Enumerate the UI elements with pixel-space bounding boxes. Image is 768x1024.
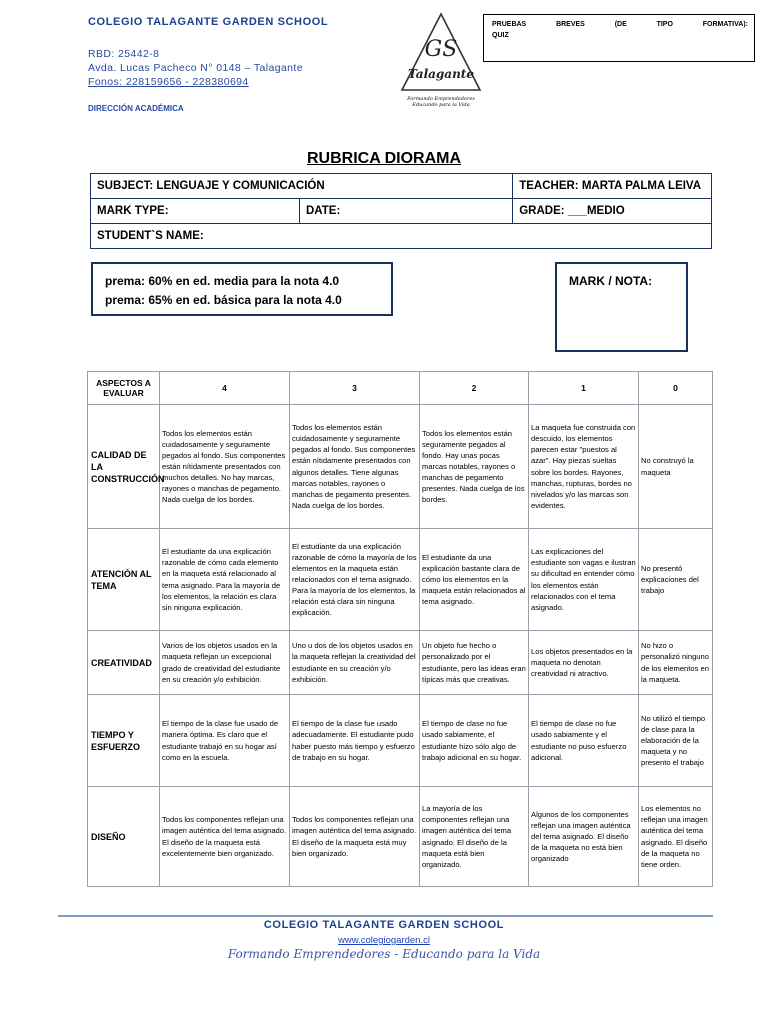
criterion-cell: La maqueta fue construida con descuido, los elementos parecen estar "puestos al azar". Hay piezas sueltas sobre los bordes. Rayones, manchas, rupturas, bordes no nivelados y/o las marcas son evidentes.	[529, 405, 639, 529]
page-title: RUBRICA DIORAMA	[306, 150, 462, 167]
criterion-cell: El estudiante da una explicación bastante clara de cómo los elementos en la maqueta están relacionados al tema asignado.	[420, 529, 529, 631]
criterion-cell: El tiempo de la clase fue usado adecuadamente. El estudiante pudo haber puesto más tiempo y esfuerzo de trabajo en su hogar.	[290, 695, 420, 787]
student-name-cell: STUDENT`S NAME:	[91, 224, 712, 249]
criterion-cell: Las explicaciones del estudiante son vagas e ilustran su dificultad en entender cómo los elementos están relacionados con el tema asignado.	[529, 529, 639, 631]
footer-divider	[58, 915, 713, 917]
rubric-row-diseno	[88, 787, 713, 887]
teacher-cell: TEACHER: MARTA PALMA LEIVA	[513, 174, 712, 199]
criterion-cell: El tiempo de la clase fue usado de manera óptima. Es claro que el estudiante trabajó en su hogar así como en la escuela.	[160, 695, 290, 787]
criterion-cell: El estudiante da una explicación razonable de cómo cada elemento en la maqueta está relacionado al tema asignado. Para la mayoría de los elementos, la relación es clara sin ninguna explicación.	[160, 529, 290, 631]
criterion-cell: El tiempo de clase no fue usado sabiamente y el estudiante no puso esfuerzo adicional.	[529, 695, 639, 787]
criterion-cell: Uno u dos de los objetos usados en la maqueta reflejan la creatividad del estudiante en su creación y/o exhibición.	[290, 631, 420, 695]
school-phones: Fonos: 228159656 - 228380694	[88, 76, 249, 88]
criterion-cell: Todos los elementos están cuidadosamente y seguramente pegados al fondo. Sus componentes están nítidamente presentados con muchos detalles. No hay marcas, rayones o manchas de pegamento. Nada cuelga de los bordes.	[160, 405, 290, 529]
criterion-cell: El estudiante da una explicación razonable de cómo la mayoría de los elementos en la maqueta están relacionados con el tema asignado. Para la mayoría de los elementos, la relación está clara sin ninguna explicación.	[290, 529, 420, 631]
criterion-cell: No presentó explicaciones del trabajo	[639, 529, 713, 631]
header-score-3: 3	[290, 372, 420, 405]
header-score-1: 1	[529, 372, 639, 405]
aspect-label: DISEÑO	[88, 787, 160, 887]
prema-box	[91, 262, 393, 316]
grade-cell: GRADE: ___MEDIO	[513, 199, 712, 224]
logo-caption-line2: Educando para la Vida	[412, 102, 470, 108]
department-label: DIRECCIÓN ACADÉMICA	[88, 104, 184, 113]
quiz-type-label	[492, 21, 748, 28]
aspect-label: TIEMPO Y ESFUERZO	[88, 695, 160, 787]
student-info-table	[90, 173, 712, 249]
footer-school-name: COLEGIO TALAGANTE GARDEN SCHOOL	[263, 919, 505, 931]
logo-name: Talagante	[408, 67, 474, 81]
criterion-cell: No hizo o personalizó ninguno de los elementos en la maqueta.	[639, 631, 713, 695]
criterion-cell: Un objeto fue hecho o personalizado por el estudiante, pero las ideas eran típicas más que creativas.	[420, 631, 529, 695]
quiz-box	[483, 14, 755, 62]
mark-label: MARK / NOTA:	[569, 274, 653, 288]
school-name: COLEGIO TALAGANTE GARDEN SCHOOL	[88, 16, 329, 28]
date-cell: DATE:	[300, 199, 513, 224]
rubric-row-creatividad	[88, 631, 713, 695]
rubric-row-calidad	[88, 405, 713, 529]
criterion-cell: No utilizó el tiempo de clase para la elaboración de la maqueta y no presento el trabajo	[639, 695, 713, 787]
quiz-label: QUIZ	[492, 32, 509, 39]
prema-basica: prema: 65% en ed. básica para la nota 4.0	[105, 293, 342, 307]
quiz-word: TIPO	[656, 21, 673, 28]
criterion-cell: Todos los componentes reflejan una imagen auténtica del tema asignado. El diseño de la maqueta está muy bien organizado.	[290, 787, 420, 887]
rubric-row-tiempo	[88, 695, 713, 787]
quiz-word: BREVES	[556, 21, 585, 28]
footer-website-link[interactable]: www.colegiogarden.cl	[338, 935, 430, 946]
mark-type-cell: MARK TYPE:	[91, 199, 300, 224]
logo-caption	[398, 96, 484, 108]
footer-slogan: Formando Emprendedores - Educando para la Vida	[227, 947, 541, 961]
header-score-0: 0	[639, 372, 713, 405]
criterion-cell: Algunos de los componentes reflejan una imagen auténtica del tema asignado. El diseño de la maqueta no está bien organizado	[529, 787, 639, 887]
school-address: Avda. Lucas Pacheco N° 0148 – Talagante	[88, 62, 303, 74]
header-score-4: 4	[160, 372, 290, 405]
mark-box[interactable]	[555, 262, 688, 352]
rubric-table	[87, 371, 713, 887]
criterion-cell: Todos los elementos están seguramente pegados al fondo. Hay unas pocas marcas notables, rayones o manchas de pegamento presentes. Nada cuelga de los bordes.	[420, 405, 529, 529]
quiz-word: (DE	[614, 21, 627, 28]
rubric-header-row	[88, 372, 713, 405]
logo-caption-line1: Formando Emprendedores	[407, 96, 475, 102]
quiz-word: FORMATIVA):	[702, 21, 748, 28]
criterion-cell: Los elementos no reflejan una imagen auténtica del tema asignado. El diseño de la maqueta no tiene orden.	[639, 787, 713, 887]
aspect-label: CREATIVIDAD	[88, 631, 160, 695]
criterion-cell: La mayoría de los componentes reflejan una imagen auténtica del tema asignado. El diseño de la maqueta está bien organizado.	[420, 787, 529, 887]
header-aspect: ASPECTOS A EVALUAR	[88, 372, 160, 405]
criterion-cell: Los objetos presentados en la maqueta no denotan creatividad ni atractivo.	[529, 631, 639, 695]
school-rbd: RBD: 25442-8	[88, 48, 160, 60]
criterion-cell: El tiempo de clase no fue usado sabiamente, el estudiante hizo sólo algo de trabajo adicional en su hogar.	[420, 695, 529, 787]
rubric-row-atencion	[88, 529, 713, 631]
quiz-word: PRUEBAS	[492, 21, 527, 28]
criterion-cell: Todos los elementos están cuidadosamente y seguramente pegados al fondo. Sus componentes están nítidamente presentados con algunos detalles. Tiene algunas marcas notables, rayones o manchas de pegamento presentes. Nada cuelga de los bordes.	[290, 405, 420, 529]
header-score-2: 2	[420, 372, 529, 405]
criterion-cell: Todos los componentes reflejan una imagen auténtica del tema asignado. El diseño de la maqueta está excelentemente bien organizado.	[160, 787, 290, 887]
criterion-cell: Varios de los objetos usados en la maqueta reflejan un excepcional grado de creatividad del estudiante en su creación y/o exhibición.	[160, 631, 290, 695]
logo-initials: GS	[424, 37, 458, 62]
aspect-label: CALIDAD DE LA CONSTRUCCIÓN	[88, 405, 160, 529]
prema-media: prema: 60% en ed. media para la nota 4.0	[105, 274, 340, 288]
subject-cell: SUBJECT: LENGUAJE Y COMUNICACIÓN	[91, 174, 513, 199]
aspect-label: ATENCIÓN AL TEMA	[88, 529, 160, 631]
criterion-cell: No construyó la maqueta	[639, 405, 713, 529]
